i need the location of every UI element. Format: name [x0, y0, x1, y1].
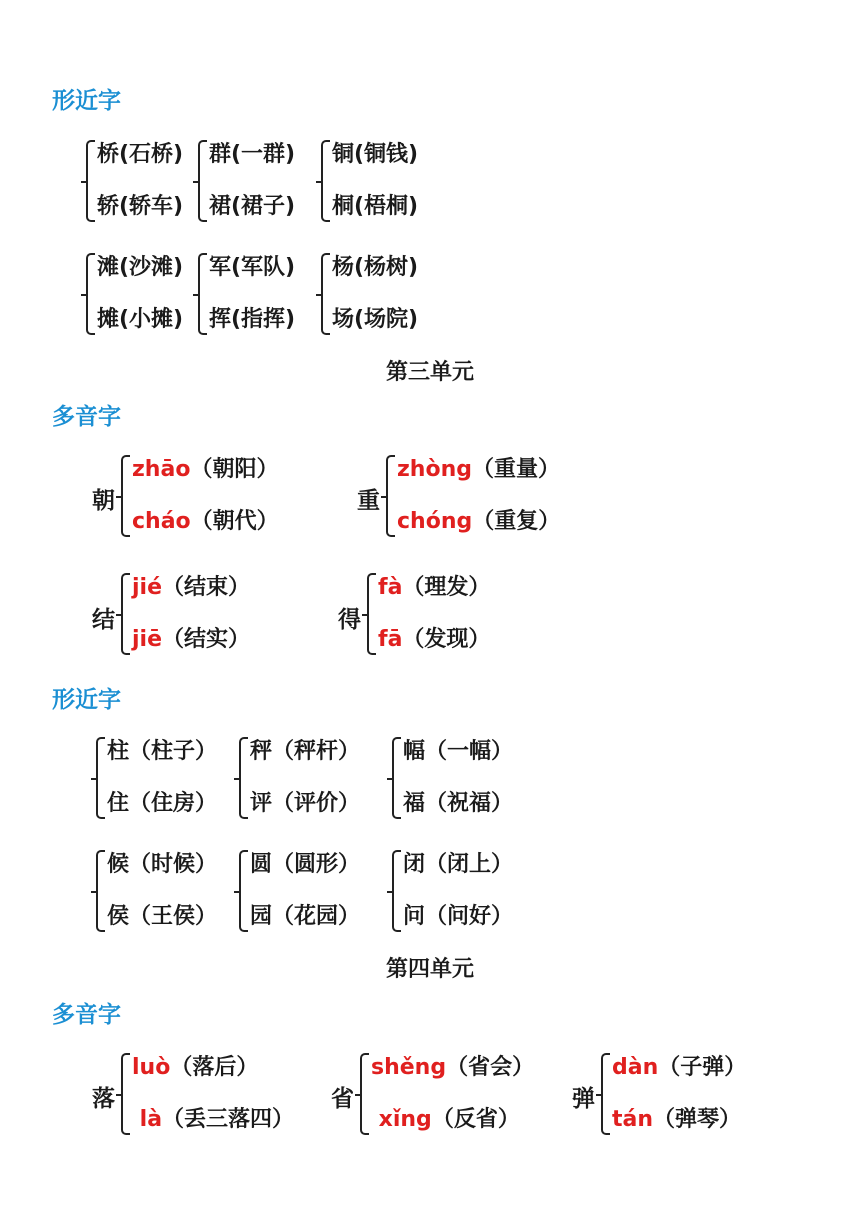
brace: [392, 850, 401, 932]
poly-head-char: 弹: [572, 1086, 595, 1112]
brace: [321, 253, 330, 335]
unit-title-4: 第四单元: [385, 957, 474, 982]
poly-reading-1: [132, 455, 279, 485]
poly-reading-2: [132, 507, 279, 537]
pinyin: fà: [378, 575, 403, 600]
word-top: 幅（一幅）: [403, 739, 514, 764]
poly-group-1: [121, 455, 279, 537]
example-word: （子弹）: [658, 1055, 747, 1080]
similar-pair-8: [239, 737, 360, 819]
poly-reading-1: [132, 573, 250, 603]
example-word: （落后）: [170, 1055, 259, 1080]
word-top: 滩(沙滩): [97, 255, 184, 280]
section-title-similar-chars-1: 形近字: [52, 88, 121, 114]
word-bottom: 住（住房）: [107, 791, 218, 816]
brace: [360, 1053, 369, 1135]
brace: [86, 253, 95, 335]
example-word: （理发）: [402, 575, 491, 600]
word-bottom: 园（花园）: [250, 904, 361, 929]
example-word: （反省）: [431, 1107, 520, 1132]
brace: [198, 140, 207, 222]
pinyin: là: [132, 1107, 163, 1132]
similar-pair-4: [86, 253, 183, 335]
similar-pair-5: [198, 253, 295, 335]
brace: [321, 140, 330, 222]
example-word: （结实）: [162, 627, 251, 652]
example-word: （弹琴）: [653, 1107, 742, 1132]
similar-pair-2: [198, 140, 295, 222]
poly-reading-2: [378, 625, 490, 655]
pinyin: chóng: [397, 509, 473, 534]
pinyin: dàn: [612, 1055, 659, 1080]
brace: [121, 1053, 130, 1135]
word-bottom: 裙(裙子): [209, 194, 296, 219]
word-bottom: 桐(梧桐): [332, 194, 419, 219]
word-top: 柱（柱子）: [107, 739, 218, 764]
pinyin: zhòng: [397, 457, 472, 482]
brace: [239, 737, 248, 819]
pinyin: luò: [132, 1055, 171, 1080]
similar-pair-11: [239, 850, 360, 932]
similar-pair-7: [96, 737, 217, 819]
word-top: 军(军队): [209, 255, 296, 280]
pinyin: jiē: [132, 627, 163, 652]
word-top: 群(一群): [209, 142, 296, 167]
word-top: 圆（圆形）: [250, 852, 361, 877]
word-bottom: 评（评价）: [250, 791, 361, 816]
poly-head-char: 得: [338, 607, 361, 633]
example-word: （重复）: [472, 509, 561, 534]
poly-reading-2: [371, 1105, 534, 1135]
brace: [239, 850, 248, 932]
pinyin: jié: [132, 575, 163, 600]
brace: [392, 737, 401, 819]
example-word: （朝阳）: [190, 457, 279, 482]
section-title-similar-chars-2: 形近字: [52, 687, 121, 713]
pinyin: tán: [612, 1107, 654, 1132]
word-top: 桥(石桥): [97, 142, 184, 167]
word-top: 候（时候）: [107, 852, 218, 877]
poly-head-char: 省: [331, 1086, 354, 1112]
example-word: （结束）: [162, 575, 251, 600]
poly-group-3: [121, 573, 250, 655]
section-title-polyphonic-2: 多音字: [52, 1002, 121, 1028]
pinyin: shěng: [371, 1055, 447, 1080]
poly-reading-1: [612, 1053, 746, 1083]
word-top: 铜(铜钱): [332, 142, 419, 167]
poly-head-char: 朝: [92, 488, 115, 514]
word-bottom: 问（问好）: [403, 904, 514, 929]
similar-pair-9: [392, 737, 513, 819]
pinyin: xǐng: [371, 1107, 432, 1132]
brace: [96, 737, 105, 819]
pinyin: zhāo: [132, 457, 191, 482]
poly-reading-2: [612, 1105, 746, 1135]
similar-pair-1: [86, 140, 183, 222]
word-bottom: 场(场院): [332, 307, 419, 332]
poly-reading-2: [132, 1105, 294, 1135]
brace: [367, 573, 376, 655]
example-word: （省会）: [446, 1055, 535, 1080]
poly-head-char: 重: [357, 488, 380, 514]
similar-pair-12: [392, 850, 513, 932]
pinyin: fā: [378, 627, 403, 652]
word-bottom: 福（祝福）: [403, 791, 514, 816]
poly-reading-1: [378, 573, 490, 603]
word-top: 秤（秤杆）: [250, 739, 361, 764]
word-bottom: 侯（王侯）: [107, 904, 218, 929]
brace: [86, 140, 95, 222]
word-top: 杨(杨树): [332, 255, 419, 280]
poly-group-6: [360, 1053, 534, 1135]
poly-group-4: [367, 573, 490, 655]
unit-title-3: 第三单元: [385, 360, 474, 385]
example-word: （发现）: [402, 627, 491, 652]
word-top: 闭（闭上）: [403, 852, 514, 877]
brace: [198, 253, 207, 335]
word-bottom: 摊(小摊): [97, 307, 184, 332]
section-title-polyphonic-1: 多音字: [52, 404, 121, 430]
poly-group-5: [121, 1053, 294, 1135]
poly-head-char: 落: [92, 1086, 115, 1112]
poly-reading-1: [397, 455, 560, 485]
similar-pair-10: [96, 850, 217, 932]
example-word: （重量）: [472, 457, 561, 482]
poly-reading-2: [397, 507, 560, 537]
poly-reading-2: [132, 625, 250, 655]
similar-pair-6: [321, 253, 418, 335]
brace: [601, 1053, 610, 1135]
pinyin: cháo: [132, 509, 191, 534]
similar-pair-3: [321, 140, 418, 222]
poly-head-char: 结: [92, 607, 115, 633]
poly-reading-1: [132, 1053, 294, 1083]
brace: [121, 573, 130, 655]
example-word: （朝代）: [190, 509, 279, 534]
poly-group-7: [601, 1053, 746, 1135]
word-bottom: 挥(指挥): [209, 307, 296, 332]
brace: [96, 850, 105, 932]
brace: [386, 455, 395, 537]
example-word: （丢三落四）: [162, 1107, 295, 1132]
poly-reading-1: [371, 1053, 534, 1083]
word-bottom: 轿(轿车): [97, 194, 184, 219]
brace: [121, 455, 130, 537]
poly-group-2: [386, 455, 560, 537]
